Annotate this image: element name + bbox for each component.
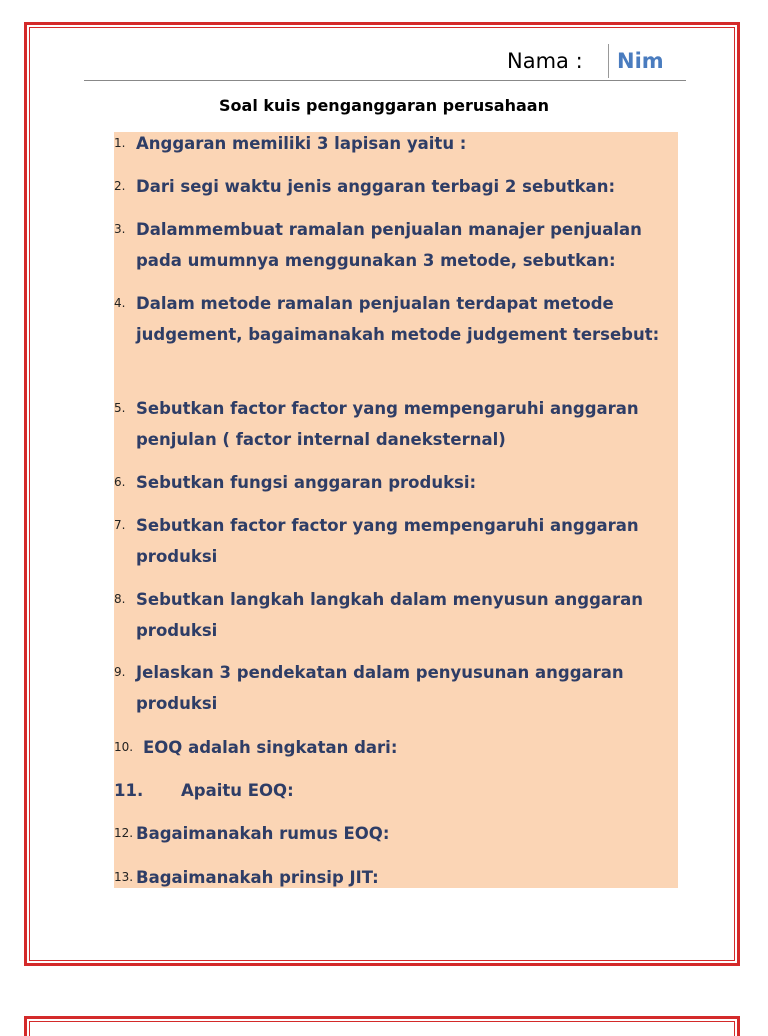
question-text: EOQ adalah singkatan dari:: [143, 738, 398, 757]
question-number: 3.: [114, 222, 126, 236]
question-item: [114, 467, 684, 498]
question-item: [114, 171, 684, 202]
question-number: 9.: [114, 665, 126, 679]
question-item: [114, 657, 684, 719]
question-number: 4.: [114, 296, 126, 310]
question-number: 6.: [114, 475, 126, 489]
question-number: 11.: [114, 781, 144, 800]
question-item: [114, 214, 684, 276]
question-text: Sebutkan fungsi anggaran produksi:: [136, 473, 477, 492]
next-page-border: [24, 1016, 740, 1036]
question-text: Dari segi waktu jenis anggaran terbagi 2 sebutkan:: [136, 177, 616, 196]
question-text: Sebutkan factor factor yang mempengaruhi anggaran produksi: [136, 516, 639, 566]
question-text: Dalammembuat ramalan penjualan manajer penjualan pada umumnya menggunakan 3 metode, sebutkan:: [136, 220, 642, 270]
question-item: [114, 862, 684, 893]
question-item: [114, 584, 684, 646]
header-rule: [84, 80, 686, 81]
header-divider: [608, 44, 609, 78]
question-item: [114, 510, 684, 572]
question-item: [114, 128, 684, 159]
question-number: 8.: [114, 592, 126, 606]
question-text: Bagaimanakah rumus EOQ:: [136, 824, 390, 843]
question-number: 5.: [114, 401, 126, 415]
question-number: 7.: [114, 518, 126, 532]
question-text: Sebutkan factor factor yang mempengaruhi anggaran penjulan ( factor internal daneksternal): [136, 399, 639, 449]
nim-label: Nim: [617, 49, 664, 73]
question-number: 12.: [114, 826, 134, 840]
question-number: 1.: [114, 136, 126, 150]
question-number: 10.: [114, 740, 134, 754]
question-item: [114, 775, 684, 806]
nama-label: Nama :: [507, 49, 583, 73]
question-text: Dalam metode ramalan penjualan terdapat metode judgement, bagaimanakah metode judgement tersebut:: [136, 294, 660, 344]
document-title: Soal kuis penganggaran perusahaan: [219, 96, 549, 115]
question-item: [114, 393, 684, 455]
question-item: [114, 732, 684, 763]
question-text: Bagaimanakah prinsip JIT:: [136, 868, 379, 887]
question-text: Anggaran memiliki 3 lapisan yaitu :: [136, 134, 467, 153]
question-number: 13.: [114, 870, 134, 884]
question-text: Sebutkan langkah langkah dalam menyusun anggaran produksi: [136, 590, 644, 640]
question-text: Jelaskan 3 pendekatan dalam penyusunan anggaran produksi: [136, 663, 624, 713]
question-number: 2.: [114, 179, 126, 193]
question-text: Apaitu EOQ:: [181, 781, 294, 800]
question-item: [114, 288, 684, 350]
question-item: [114, 818, 684, 849]
